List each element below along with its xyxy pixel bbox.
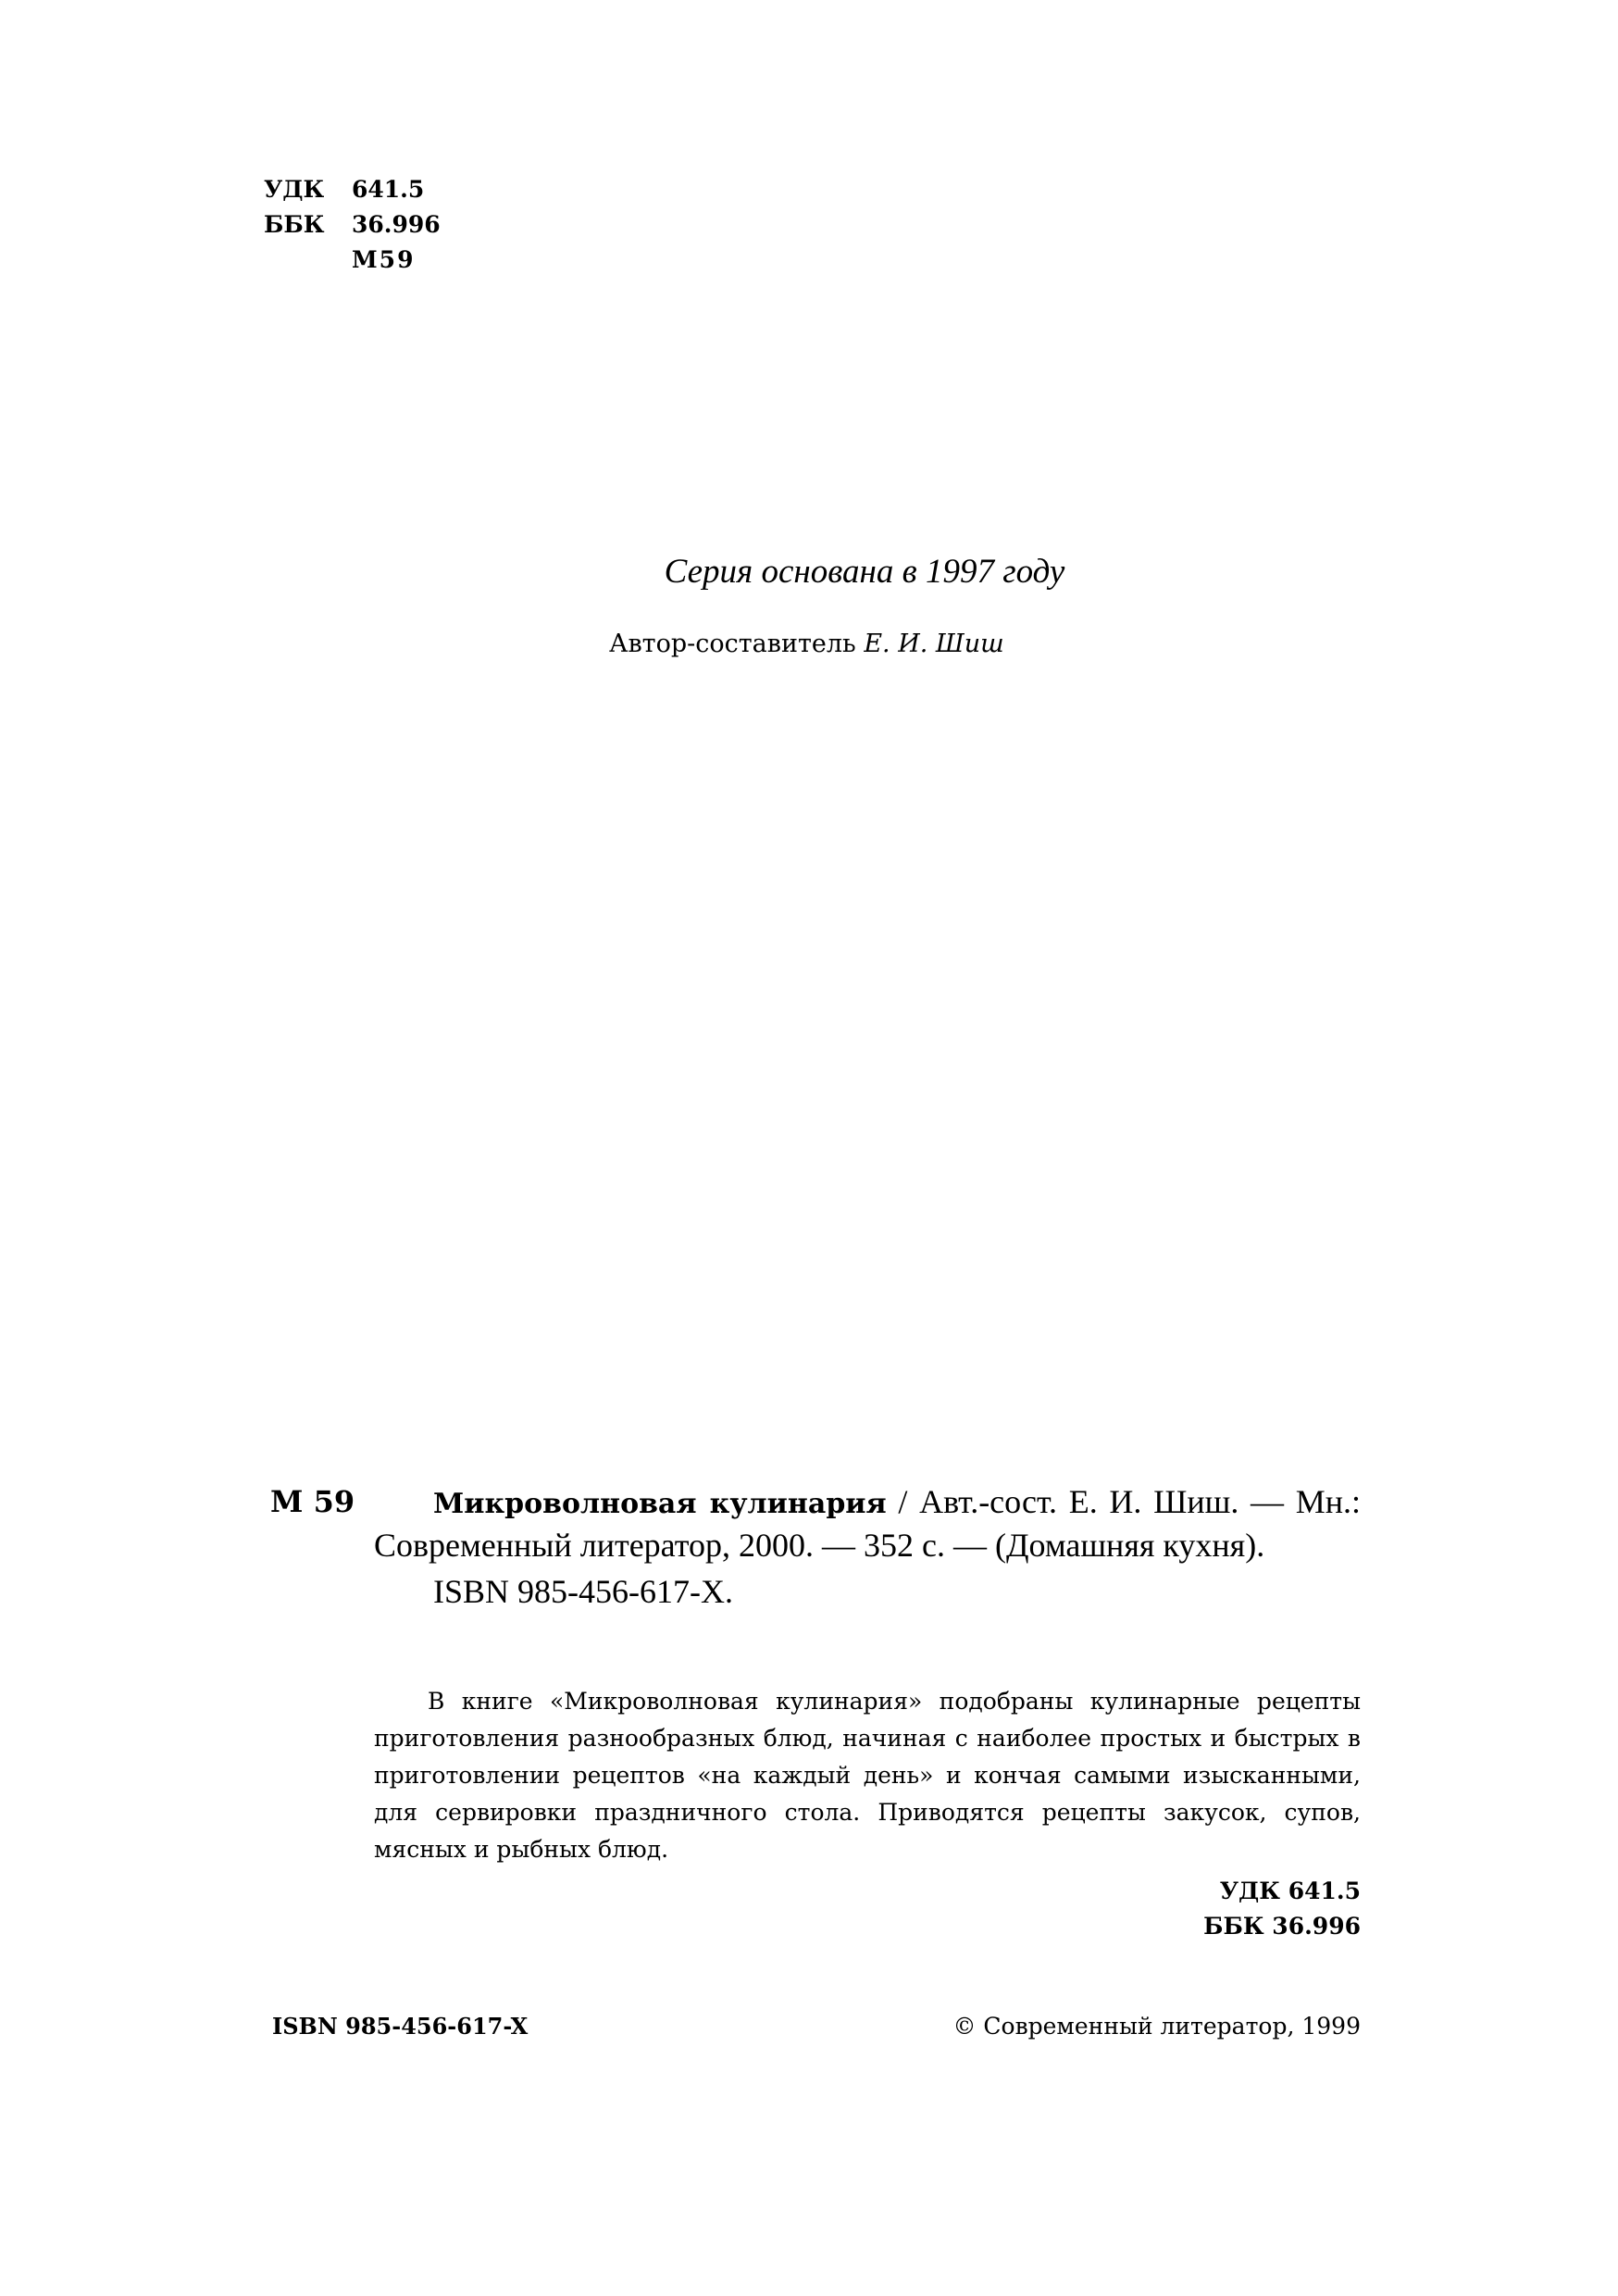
bbk-row [264, 207, 441, 243]
author-mark: М59 [352, 246, 416, 273]
udk-bottom: УДК 641.5 [1219, 1878, 1361, 1904]
annotation: В книге «Микроволновая кулинария» подобраны кулинарные рецепты приготовления разнообразных блюд, начиная с наиболее простых и быстрых в приготовлении рецептов «на каждый день» и кончая самыми изысканными, для сервировки праздничного стола. Приводятся рецепты закусок, супов, мясных и рыбных блюд. [374, 1688, 1361, 1863]
author-name: Е. И. Шиш [864, 630, 1004, 658]
bib-body [374, 1481, 1361, 1566]
bib-details: / Авт.-сост. Е. И. Шиш. — Мн.: Современный литератор, 2000. — 352 с. — (Домашняя кухня). [374, 1483, 1361, 1564]
udk-value: 641.5 [352, 176, 425, 203]
footer-isbn: ISBN 985-456-617-X [272, 2013, 529, 2040]
book-title: Микроволновая кулинария [433, 1488, 887, 1520]
classification-codes-bottom [1111, 1874, 1361, 1944]
series-note: Серия основана в 1997 году [664, 553, 1065, 591]
author-line [609, 626, 1004, 663]
author-label: Автор-составитель [609, 630, 856, 658]
bib-mark: М 59 [270, 1484, 355, 1519]
bbk-value: 36.996 [352, 211, 441, 238]
bbk-label: ББК [264, 211, 325, 238]
bbk-bottom: ББК 36.996 [1203, 1913, 1361, 1940]
udk-label: УДК [264, 176, 325, 203]
bib-isbn: ISBN 985-456-617-X. [433, 1573, 733, 1610]
copyright: © Современный литератор, 1999 [952, 2013, 1361, 2040]
bibliographic-entry [270, 1481, 1361, 1612]
udk-row [264, 172, 441, 207]
classification-block [264, 172, 441, 278]
